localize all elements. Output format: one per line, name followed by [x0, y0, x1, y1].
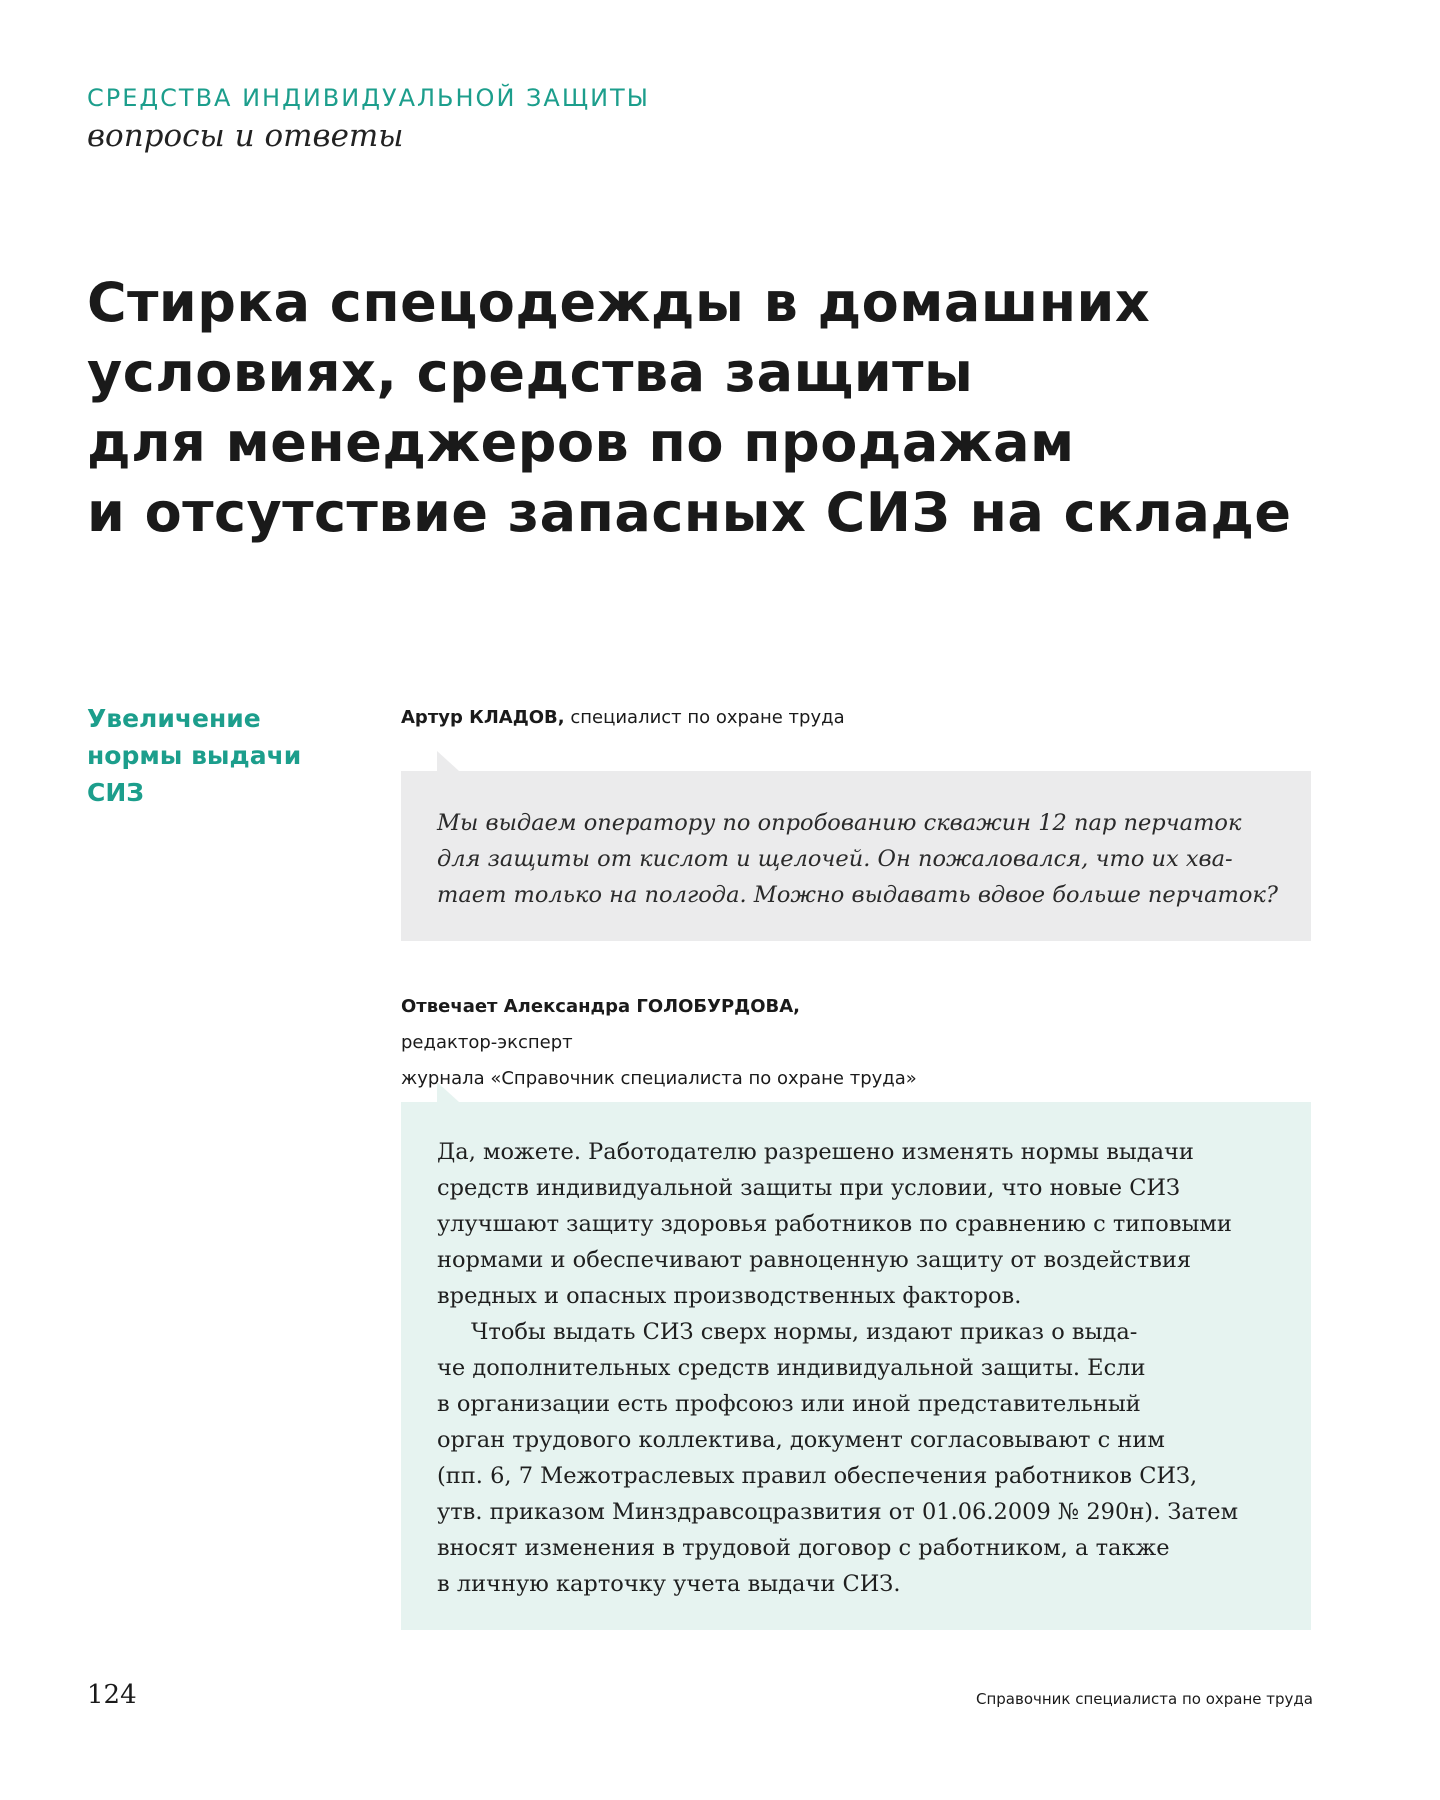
question-author-role: специалист по охране труда — [564, 707, 845, 728]
section-heading — [87, 700, 301, 811]
question-author — [401, 700, 845, 736]
question-line: для защиты от кислот и щелочей. Он пожаловался, что их хва- — [437, 846, 1233, 872]
section-heading-line: нормы выдачи — [87, 741, 302, 770]
answer-line: в организации есть профсоюз или иной представительный — [437, 1391, 1141, 1417]
answer-line: орган трудового коллектива, документ согласовывают с ним — [437, 1427, 1165, 1453]
answer-line: (пп. 6, 7 Межотраслевых правил обеспечения работников СИЗ, — [437, 1463, 1198, 1489]
question-author-name: Артур КЛАДОВ, — [401, 707, 565, 728]
section-subrubric: вопросы и ответы — [87, 118, 404, 154]
answer-author-role: редактор-эксперт — [401, 1032, 573, 1053]
journal-name: Справочник специалиста по охране труда — [976, 1690, 1313, 1708]
answer-line: улучшают защиту здоровья работников по сравнению с типовыми — [437, 1211, 1232, 1237]
question-line: Мы выдаем оператору по опробованию скважин 12 пар перчаток — [437, 810, 1242, 836]
answer-text — [437, 1134, 1273, 1602]
section-heading-line: Увеличение — [87, 704, 261, 733]
answer-author-line — [401, 989, 917, 1061]
question-bubble — [401, 771, 1311, 941]
answer-author — [401, 989, 917, 1097]
title-line: и отсутствие запасных СИЗ на складе — [87, 481, 1292, 544]
answer-line: Чтобы выдать СИЗ сверх нормы, издают приказ о выда- — [471, 1319, 1138, 1345]
answer-line: в личную карточку учета выдачи СИЗ. — [437, 1571, 901, 1597]
answer-line: вредных и опасных производственных факторов. — [437, 1283, 1022, 1309]
article-title — [87, 268, 1347, 548]
answer-bubble — [401, 1102, 1311, 1630]
answer-line: вносят изменения в трудовой договор с работником, а также — [437, 1535, 1170, 1561]
answer-line: нормами и обеспечивают равноценную защиту от воздействия — [437, 1247, 1192, 1273]
question-text — [437, 805, 1278, 913]
section-heading-line: СИЗ — [87, 778, 145, 807]
answer-line: средств индивидуальной защиты при условии, что новые СИЗ — [437, 1175, 1181, 1201]
title-line: Стирка спецодежды в домашних — [87, 271, 1151, 334]
answer-line: че дополнительных средств индивидуальной защиты. Если — [437, 1355, 1146, 1381]
question-line: тает только на полгода. Можно выдавать вдвое больше перчаток? — [437, 882, 1278, 908]
answer-line: утв. приказом Минздравсоцразвития от 01.06.2009 № 290н). Затем — [437, 1499, 1239, 1525]
title-line: для менеджеров по продажам — [87, 411, 1075, 474]
title-line: условиях, средства защиты — [87, 341, 974, 404]
section-rubric: СРЕДСТВА ИНДИВИДУАЛЬНОЙ ЗАЩИТЫ — [87, 84, 650, 112]
answer-author-name: Отвечает Александра ГОЛОБУРДОВА, — [401, 996, 801, 1017]
answer-author-role-line2: журнала «Справочник специалиста по охране труда» — [401, 1068, 917, 1089]
answer-line: Да, можете. Работодателю разрешено изменять нормы выдачи — [437, 1139, 1194, 1165]
page-number: 124 — [87, 1680, 137, 1710]
